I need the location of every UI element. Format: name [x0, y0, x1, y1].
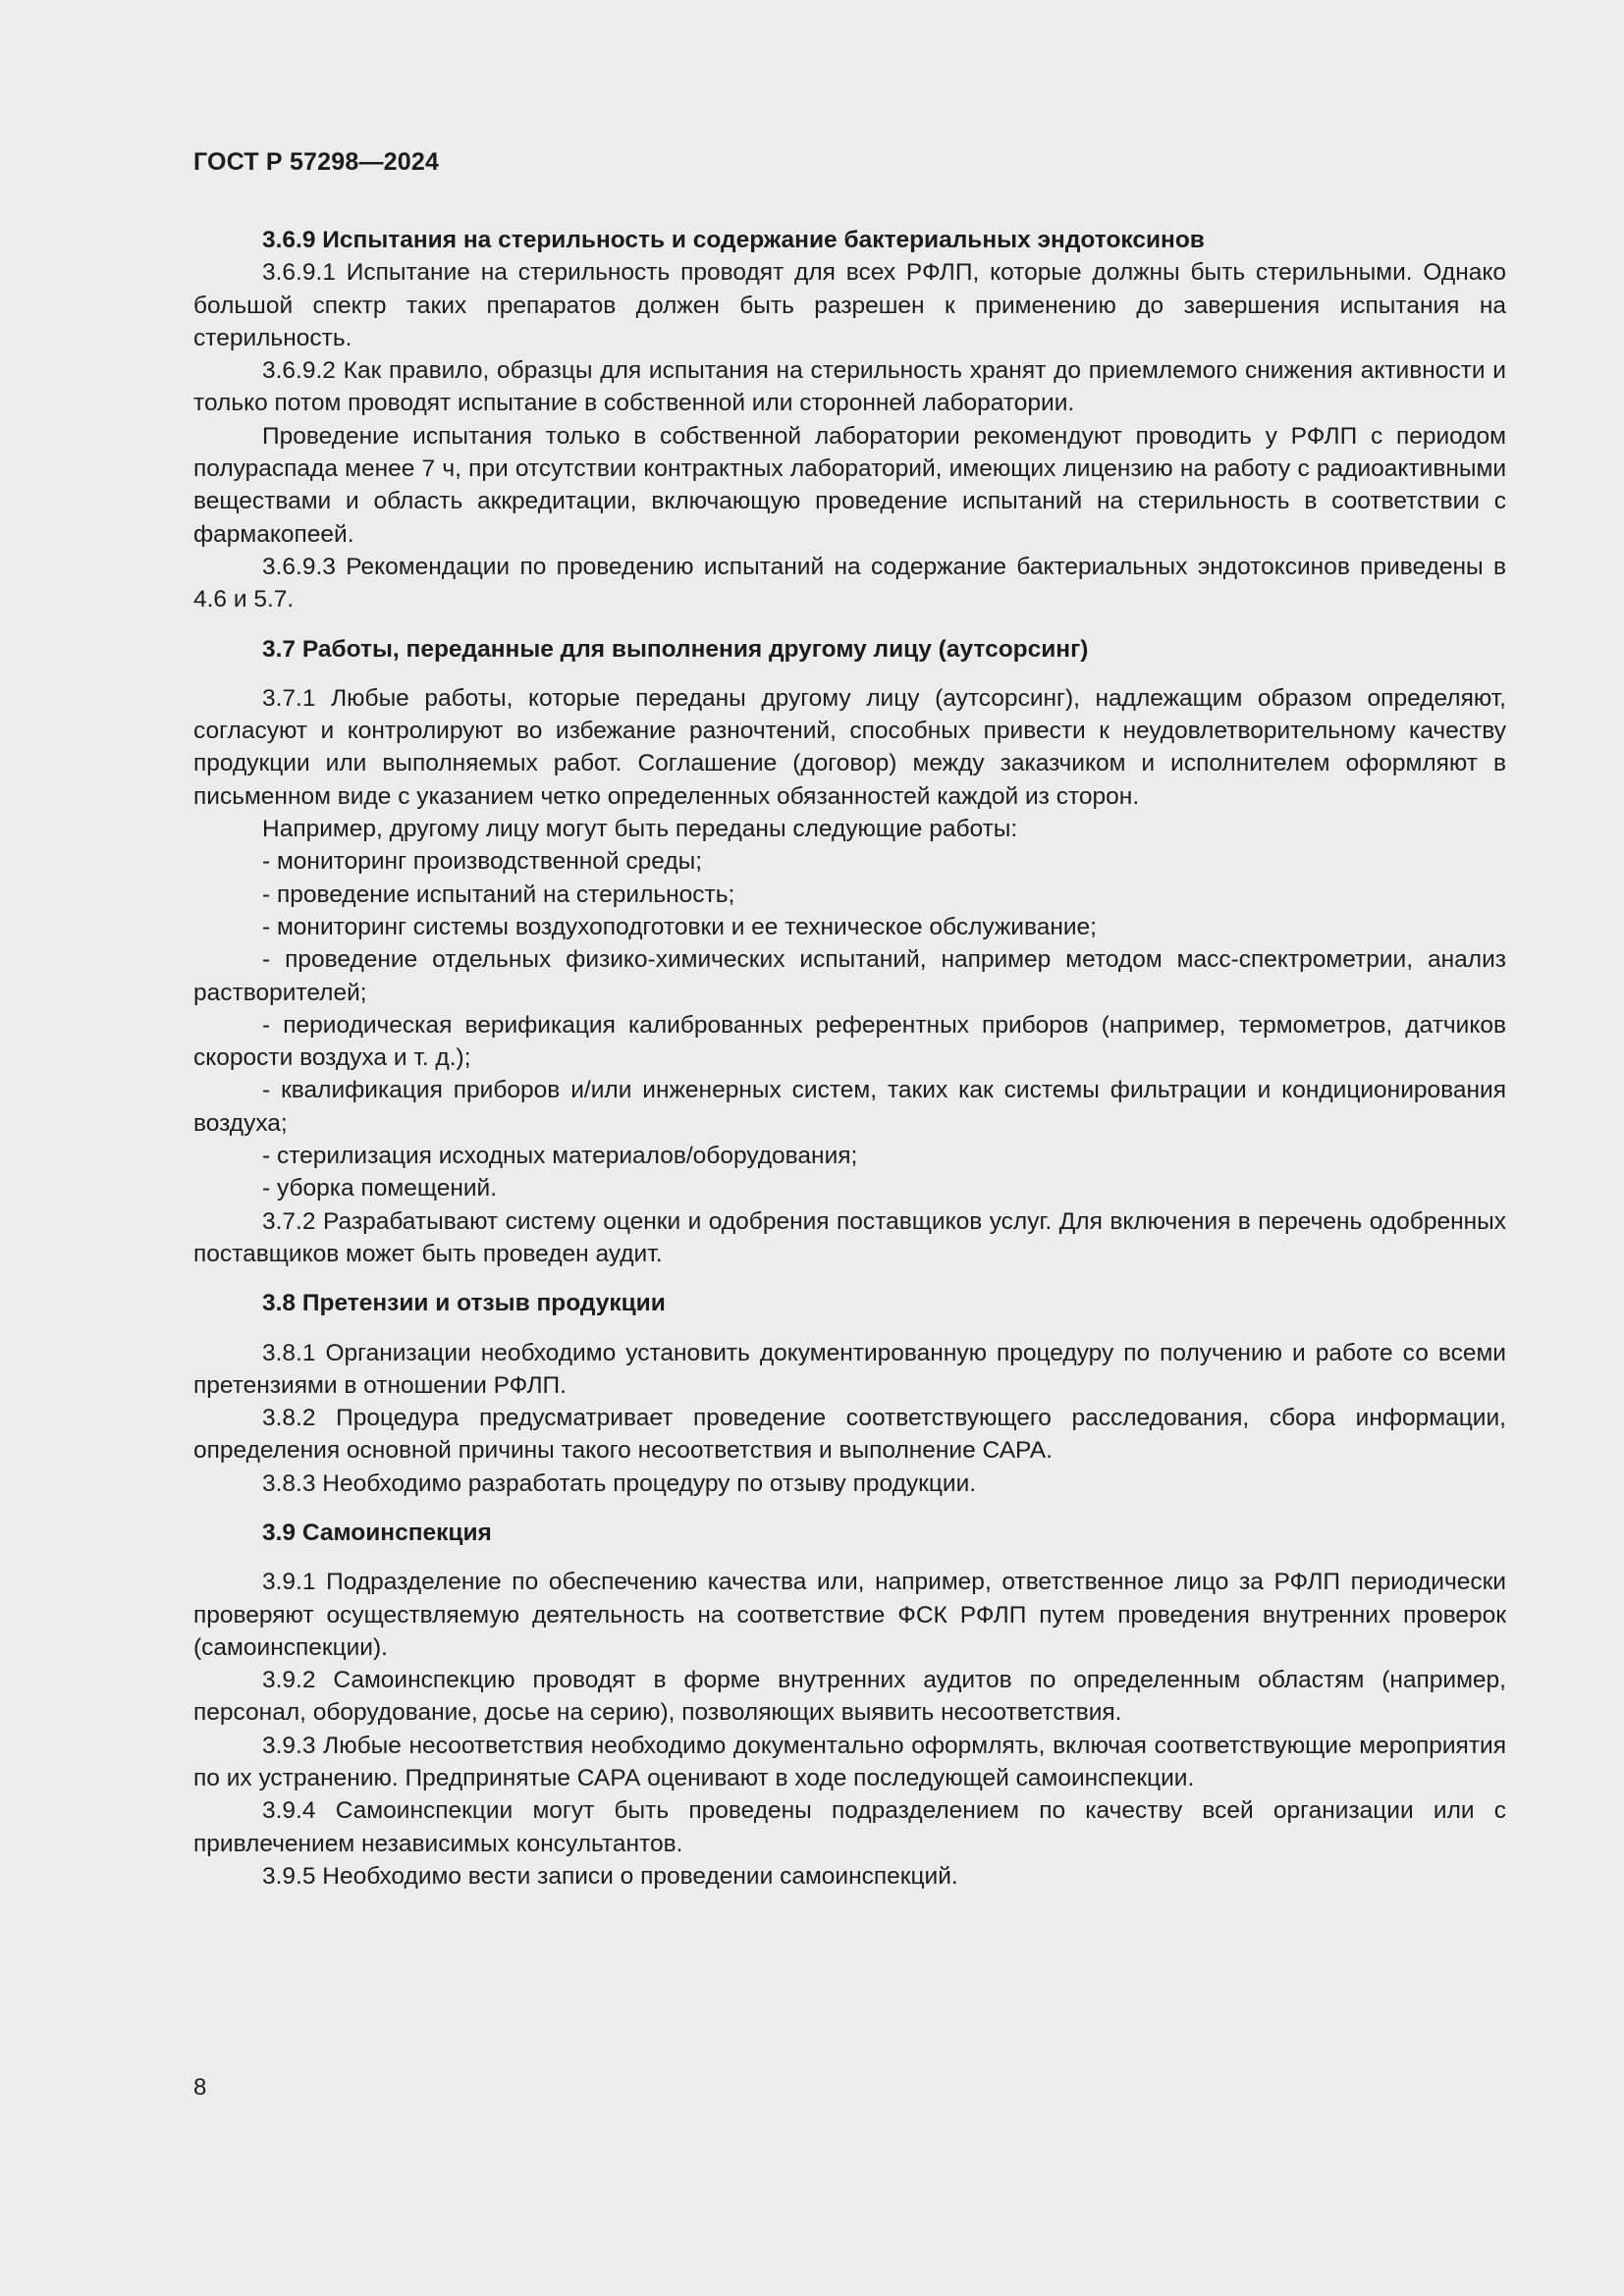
- paragraph-3-9-5: 3.9.5 Необходимо вести записи о проведении самоинспекций.: [262, 1862, 958, 1890]
- paragraph-3-9-1: 3.9.1 Подразделение по обеспечению качества или, например, ответственное лицо за РФЛП периодически проверяют осуществляемую деятельность на соответствие ФСК РФЛП путем проведения внутренних проверок (самоинспекции).: [193, 1569, 1506, 1661]
- paragraph-3-8-2: 3.8.2 Процедура предусматривает проведение соответствующего расследования, сбора информации, определения основной причины такого несоответствия и выполнение САРА.: [193, 1405, 1506, 1465]
- paragraph-3-8-3: 3.8.3 Необходимо разработать процедуру по отзыву продукции.: [262, 1469, 977, 1497]
- paragraph-3-6-9-3: 3.6.9.3 Рекомендации по проведению испытаний на содержание бактериальных эндотоксинов приведены в 4.6 и 5.7.: [193, 553, 1506, 614]
- paragraph-3-8-1: 3.8.1 Организации необходимо установить документированную процедуру по получению и работе со всеми претензиями в отношении РФЛП.: [193, 1339, 1506, 1399]
- list-item: - периодическая верификация калиброванных референтных приборов (например, термометров, датчиков скорости воздуха и т. д.);: [193, 1011, 1506, 1072]
- section-heading-3-9: 3.9 Самоинспекция: [262, 1519, 492, 1546]
- paragraph-3-7-1: 3.7.1 Любые работы, которые переданы другому лицу (аутсорсинг), надлежащим образом определяют, согласуют и контролируют во избежание разночтений, способных привести к неудовлетворительному качеству продукции или выполняемых работ. Соглашение (договор) между заказчиком и исполнителем оформляют в письменном виде с указанием четко определенных обязанностей каждой из сторон.: [193, 684, 1506, 810]
- document-body: [193, 224, 1506, 1893]
- paragraph-3-7-2: 3.7.2 Разрабатывают систему оценки и одобрения поставщиков услуг. Для включения в перечень одобренных поставщиков может быть проведен аудит.: [193, 1207, 1506, 1267]
- section-heading-3-6-9: 3.6.9 Испытания на стерильность и содержание бактериальных эндотоксинов: [262, 227, 1205, 253]
- paragraph-3-9-2: 3.9.2 Самоинспекцию проводят в форме внутренних аудитов по определенным областям (например, персонал, оборудование, досье на серию), позволяющих выявить несоответствия.: [193, 1667, 1506, 1727]
- paragraph-3-9-3: 3.9.3 Любые несоответствия необходимо документально оформлять, включая соответствующие мероприятия по их устранению. Предпринятые САРА оценивают в ходе последующей самоинспекции.: [193, 1732, 1506, 1792]
- section-heading-3-8: 3.8 Претензии и отзыв продукции: [262, 1290, 666, 1317]
- paragraph-3-6-9-2: 3.6.9.2 Как правило, образцы для испытания на стерильность хранят до приемлемого снижения активности и только потом проводят испытание в собственной или сторонней лаборатории.: [193, 357, 1506, 417]
- list-item: - квалификация приборов и/или инженерных систем, таких как системы фильтрации и кондиционирования воздуха;: [193, 1077, 1506, 1137]
- standard-designation: ГОСТ Р 57298—2024: [193, 148, 440, 176]
- paragraph-own-lab-testing: Проведение испытания только в собственной лаборатории рекомендуют проводить у РФЛП с периодом полураспада менее 7 ч, при отсутствии контрактных лабораторий, имеющих лицензию на работу с радиоактивными веществами и область аккредитации, включающую проведение испытаний на стерильность в соответствии с фармакопеей.: [193, 422, 1506, 548]
- section-heading-3-7: 3.7 Работы, переданные для выполнения другому лицу (аутсорсинг): [262, 635, 1089, 663]
- paragraph-outsourcing-intro: Например, другому лицу могут быть переданы следующие работы:: [262, 816, 1018, 843]
- list-item: - проведение отдельных физико-химических испытаний, например методом масс-спектрометрии, анализ растворителей;: [193, 946, 1506, 1006]
- list-item: - стерилизация исходных материалов/оборудования;: [262, 1143, 858, 1170]
- list-item: - мониторинг системы воздухоподготовки и ее техническое обслуживание;: [262, 913, 1097, 940]
- page-number: 8: [193, 2074, 207, 2101]
- list-item: - проведение испытаний на стерильность;: [262, 881, 735, 908]
- list-item: - уборка помещений.: [262, 1175, 498, 1202]
- paragraph-3-6-9-1: 3.6.9.1 Испытание на стерильность проводят для всех РФЛП, которые должны быть стерильными. Однако большой спектр таких препаратов должен быть разрешен к применению до завершения испытания на стерильность.: [193, 259, 1506, 351]
- paragraph-3-9-4: 3.9.4 Самоинспекции могут быть проведены подразделением по качеству всей организации или с привлечением независимых консультантов.: [193, 1797, 1506, 1857]
- list-item: - мониторинг производственной среды;: [262, 848, 703, 876]
